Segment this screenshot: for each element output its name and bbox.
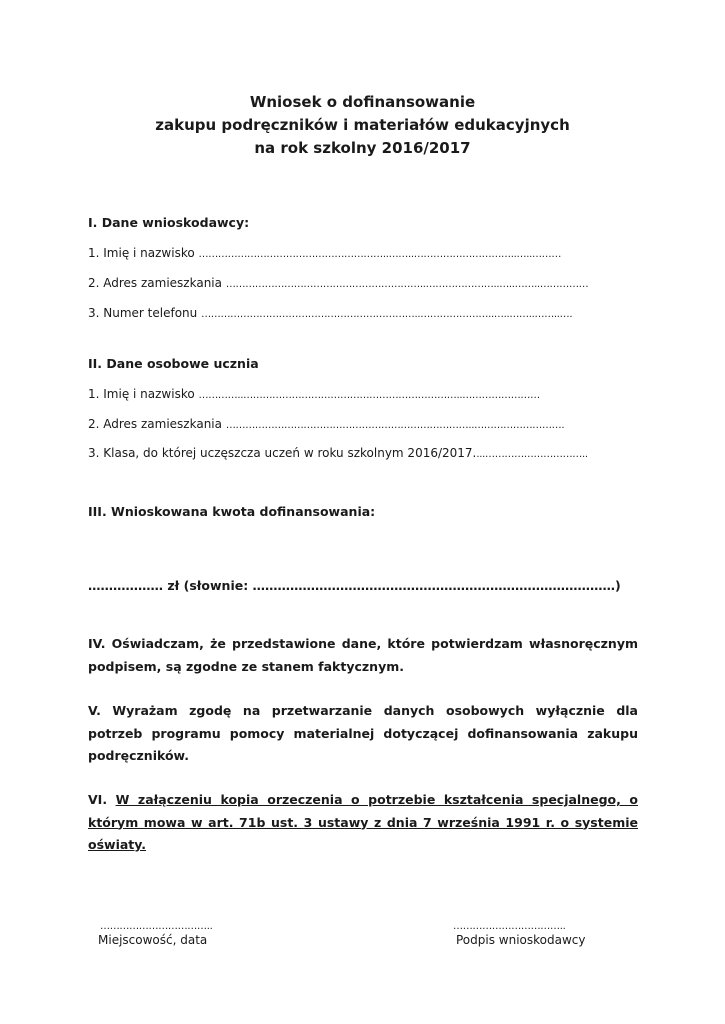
field-label: 1. Imię i nazwisko [88, 387, 199, 401]
section-2-heading: II. Dane osobowe ucznia [88, 356, 259, 371]
place-date-line: …………………………….. [100, 921, 213, 932]
field-dots: …………………………………………………..……..…………………………..…..……… [198, 249, 562, 260]
title-line-2: zakupu podręczników i materiałów edukacyjnych [155, 116, 570, 134]
attachment-paragraph [88, 789, 638, 857]
field-label: 3. Klasa, do której uczęszcza uczeń w roku szkolnym 2016/2017. [88, 446, 477, 460]
field-label: 3. Numer telefonu [88, 306, 202, 320]
declaration-paragraph: IV. Oświadczam, że przedstawione dane, które potwierdzam własnoręcznym podpisem, są zgodne ze stanem faktycznym. [88, 636, 638, 674]
student-name-field[interactable] [88, 387, 540, 401]
field-dots: …………..…………………………………………………………..…………………… [198, 390, 540, 401]
student-class-field[interactable] [88, 446, 588, 460]
field-dots: ……………………………………………………..…………………..…..……..…………… [225, 279, 589, 290]
title-line-1: Wniosek o dofinansowanie [249, 93, 476, 111]
attachment-text: W załączeniu kopia orzeczenia o potrzebie kształcenia specjalnego, o którym mowa w art. 71b ust. 3 ustawy z dnia 7 września 1991 r. o systemie oświaty. [88, 792, 638, 852]
field-label: 1. Imię i nazwisko [88, 246, 199, 260]
consent-paragraph: V. Wyrażam zgodę na przetwarzanie danych osobowych wyłącznie dla potrzeb programu pomocy materialnej dotyczącej dofinansowania zakupu podręczników. [88, 703, 638, 763]
signature-line: …………………………….. [453, 921, 566, 932]
field-dots: ...………………………….. [476, 449, 588, 460]
signature-label: Podpis wnioskodawcy [456, 933, 586, 947]
amount-field[interactable]: ……………… zł (słownie: ……………………………………………………………………………) [88, 578, 621, 593]
field-label: 2. Adres zamieszkania [88, 417, 226, 431]
field-dots: …………………………………………………………..…………………..…..……..……..…. [201, 309, 573, 320]
section-1-heading: I. Dane wnioskodawcy: [88, 215, 250, 230]
student-address-field[interactable] [88, 417, 564, 431]
field-label: 2. Adres zamieszkania [88, 276, 226, 290]
place-date-dots[interactable] [100, 918, 212, 932]
place-date-label: Miejscowość, data [98, 933, 208, 947]
signature-dots[interactable] [453, 918, 565, 932]
applicant-phone-field[interactable] [88, 306, 572, 320]
field-dots: …………………………………………………………………..………………………. [225, 420, 565, 431]
attachment-prefix: VI. [88, 792, 116, 807]
applicant-address-field[interactable] [88, 276, 588, 290]
title-line-3: na rok szkolny 2016/2017 [254, 139, 471, 157]
section-3-heading: III. Wnioskowana kwota dofinansowania: [88, 504, 376, 519]
applicant-name-field[interactable] [88, 246, 561, 260]
